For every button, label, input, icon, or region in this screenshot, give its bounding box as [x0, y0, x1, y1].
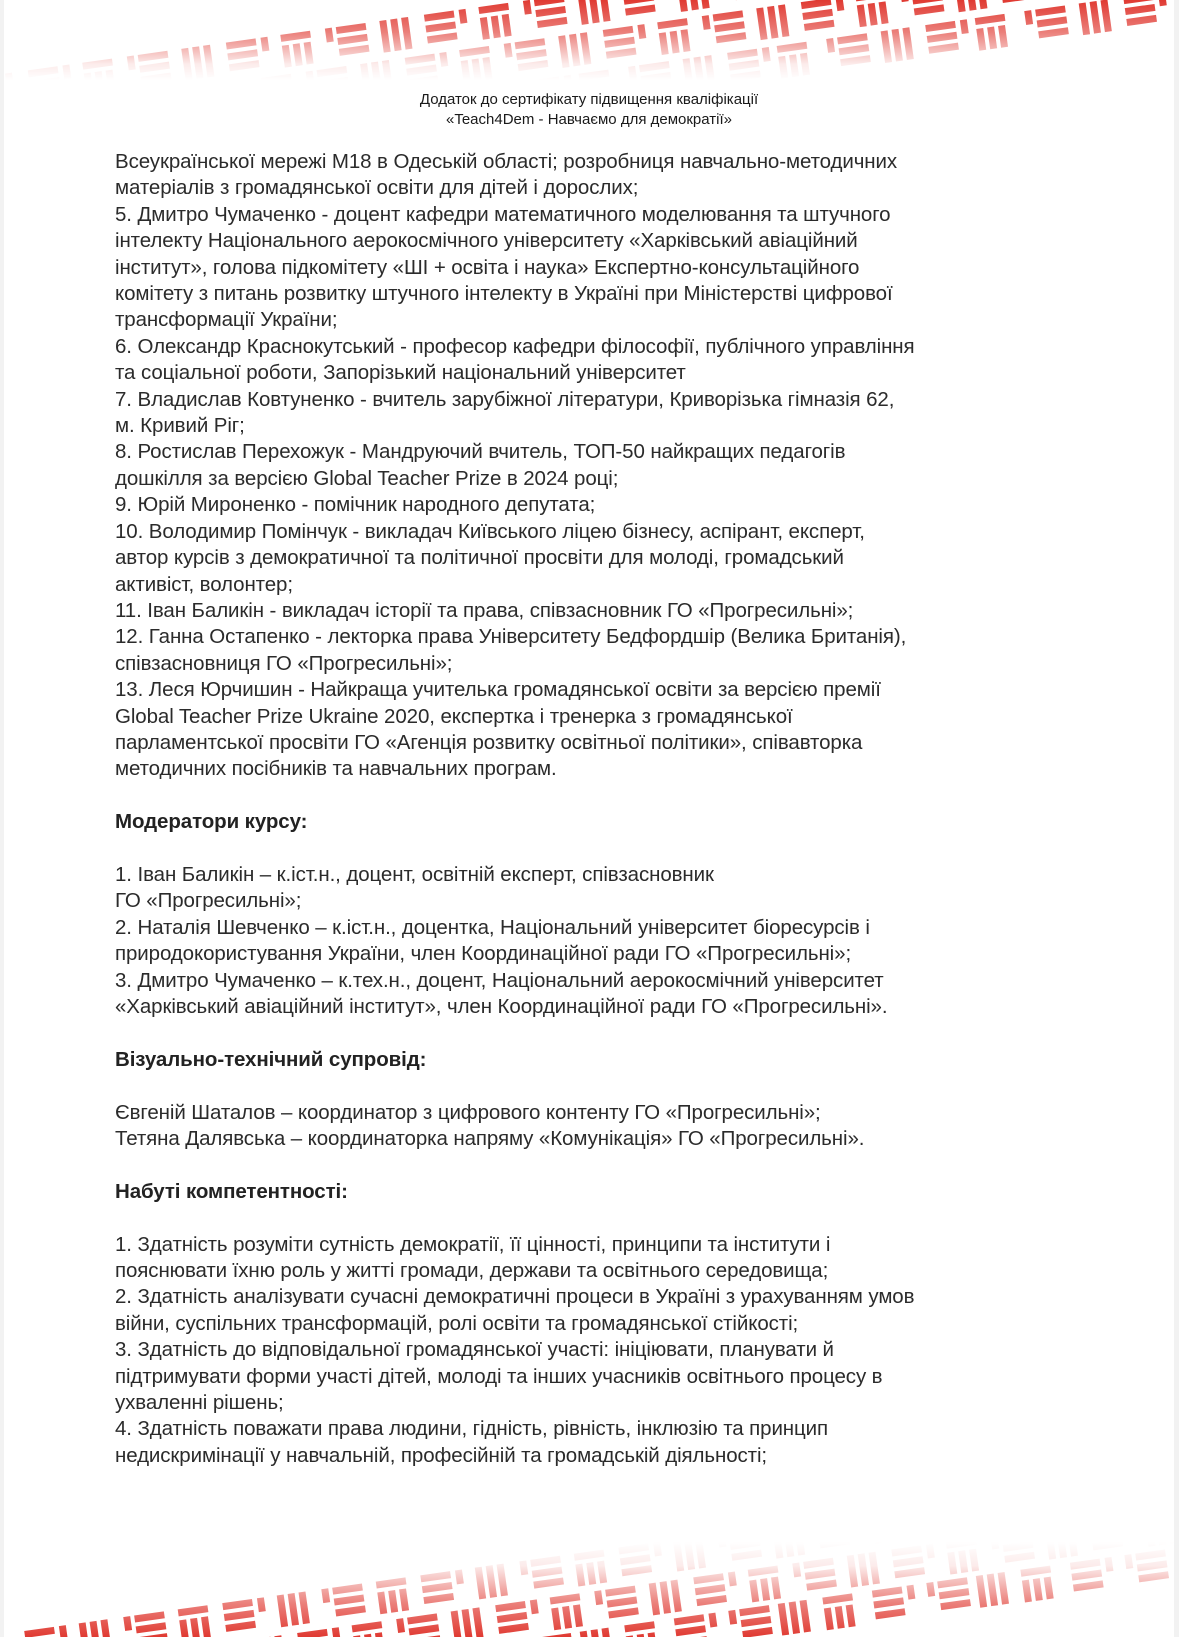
expert-line: 7. Владислав Ковтуненко - вчитель зарубіжної літератури, Криворізька гімназія 62, [115, 387, 895, 411]
expert-line: інтелекту Національного аерокосмічного університету «Харківський авіаційний [115, 229, 858, 253]
expert-line: 5. Дмитро Чумаченко - доцент кафедри математичного моделювання та штучного [115, 202, 891, 226]
competency-line: війни, суспільних трансформацій, ролі освіти та громадянської стійкості; [115, 1311, 799, 1335]
expert-line: активіст, волонтер; [115, 572, 293, 596]
competency-line: ухваленні рішень; [115, 1391, 284, 1414]
expert-line: методичних посібників та навчальних програм. [115, 757, 557, 781]
support-item: Євгеній Шаталов – координатор з цифрового контенту ГО «Прогресильні»; [115, 1100, 821, 1124]
spacer [115, 783, 1055, 809]
moderator-item-3 [115, 968, 1055, 1021]
competency-line: 1. Здатність розуміти сутність демократії, її цінності, принципи та інститути і [115, 1232, 831, 1256]
competency-line: пояснювати їхню роль у житті громади, держави та освітнього середовища; [115, 1258, 829, 1282]
expert-continuation-line: Всеукраїнської мережі М18 в Одеській області; розробниця навчально-методичних [115, 150, 898, 173]
expert-line: 12. Ганна Остапенко - лекторка права Університету Бедфордшір (Велика Британія), [115, 625, 907, 649]
competency-line: підтримувати форми участі дітей, молоді та інших учасників освітнього процесу в [115, 1364, 883, 1388]
decorative-pattern-top [4, 0, 1174, 80]
expert-line: дошкілля за версією Global Teacher Prize в 2024 році; [115, 466, 619, 490]
expert-line: співзасновниця ГО «Прогресильні»; [115, 651, 453, 675]
header-line-2: «Teach4Dem - Навчаємо для демократії» [446, 111, 732, 128]
competency-item-4 [115, 1416, 1055, 1469]
expert-line: та соціальної роботи, Запорізький національний університет [115, 361, 686, 385]
experts-list [115, 149, 1055, 783]
expert-item-6 [115, 334, 1055, 387]
competency-line: 3. Здатність до відповідальної громадянської участі: ініціювати, планувати й [115, 1338, 834, 1362]
spacer [115, 836, 1055, 862]
expert-item-11 [115, 598, 1055, 624]
expert-item-8 [115, 439, 1055, 492]
spacer [115, 1152, 1055, 1178]
moderator-line: «Харківський авіаційний інститут», член Координаційної ради ГО «Прогресильні». [115, 994, 888, 1018]
moderator-line: 3. Дмитро Чумаченко – к.тех.н., доцент, Національний аерокосмічний університет [115, 968, 884, 992]
expert-line: 11. Іван Баликін - викладач історії та права, співзасновник ГО «Прогресильні»; [115, 598, 854, 622]
competencies-title: Набуті компетентності: [115, 1179, 348, 1203]
expert-line: комітету з питань розвитку штучного інтелекту в Україні при Міністерстві цифрової [115, 282, 893, 306]
support-item: Тетяна Далявська – координаторка напряму «Комунікація» ГО «Прогресильні». [115, 1126, 865, 1150]
expert-item-7 [115, 387, 1055, 440]
expert-line: Global Teacher Prize Ukraine 2020, експертка і тренерка з громадянської [115, 704, 793, 728]
expert-item-13 [115, 677, 1055, 783]
header-line-1: Додаток до сертифікату підвищення кваліфікації [419, 91, 759, 108]
moderator-line: 1. Іван Баликін – к.іст.н., доцент, освітній експерт, співзасновник [115, 862, 714, 886]
competency-item-2 [115, 1284, 1055, 1337]
expert-line: 6. Олександр Краснокутський - професор кафедри філософії, публічного управління [115, 334, 915, 358]
red-stripe-glyph-pattern-icon [4, 0, 1174, 80]
competency-line: недискримінації у навчальній, професійній та громадській діяльності; [115, 1443, 768, 1467]
support-section [115, 1047, 1055, 1153]
expert-line: інститут», голова підкомітету «ШІ + освіта і наука» Експертно-консультаційного [115, 255, 860, 279]
document-header [4, 90, 1174, 130]
competency-line: 2. Здатність аналізувати сучасні демократичні процеси в Україні з урахуванням умов [115, 1285, 915, 1309]
moderators-title: Модератори курсу: [115, 810, 308, 834]
moderator-item-1 [115, 862, 1055, 915]
expert-line: 13. Леся Юрчишин - Найкраща учителька громадянської освіти за версією премії [115, 678, 881, 702]
support-title: Візуально-технічний супровід: [115, 1047, 427, 1071]
spacer [115, 1020, 1055, 1046]
moderator-item-2 [115, 915, 1055, 968]
moderator-line: ГО «Прогресильні»; [115, 889, 302, 913]
expert-line: 8. Ростислав Перехожук - Мандруючий вчитель, ТОП-50 найкращих педагогів [115, 440, 846, 464]
expert-line: трансформації України; [115, 308, 338, 332]
expert-item-10 [115, 519, 1055, 598]
competency-item-3 [115, 1337, 1055, 1416]
certificate-appendix-page [4, 0, 1174, 1637]
expert-line: 9. Юрій Мироненко - помічник народного депутата; [115, 493, 596, 517]
moderator-line: природокористування України, член Координаційної ради ГО «Прогресильні»; [115, 942, 852, 966]
decorative-pattern-bottom [4, 1542, 1174, 1637]
expert-item-5 [115, 202, 1055, 334]
spacer [115, 1073, 1055, 1099]
moderators-section [115, 809, 1055, 1020]
competency-item-1 [115, 1232, 1055, 1285]
competencies-section [115, 1179, 1055, 1469]
spacer [115, 1205, 1055, 1231]
document-body [115, 149, 1055, 1469]
expert-item-12 [115, 624, 1055, 677]
expert-line: парламентської просвіти ГО «Агенція розвитку освітньої політики», співавторка [115, 730, 863, 754]
expert-item-9 [115, 492, 1055, 518]
expert-continuation-line: матеріалів з громадянської освіти для дітей і дорослих; [115, 176, 639, 200]
expert-line: 10. Володимир Помінчук - викладач Київського ліцею бізнесу, аспірант, експерт, [115, 519, 865, 543]
expert-line: автор курсів з демократичної та політичної просвіти для молоді, громадський [115, 546, 844, 570]
competency-line: 4. Здатність поважати права людини, гідність, рівність, інклюзію та принцип [115, 1417, 829, 1441]
expert-line: м. Кривий Ріг; [115, 414, 245, 438]
moderator-line: 2. Наталія Шевченко – к.іст.н., доцентка, Національний університет біоресурсів і [115, 915, 870, 939]
red-stripe-glyph-pattern-icon [4, 1542, 1174, 1637]
